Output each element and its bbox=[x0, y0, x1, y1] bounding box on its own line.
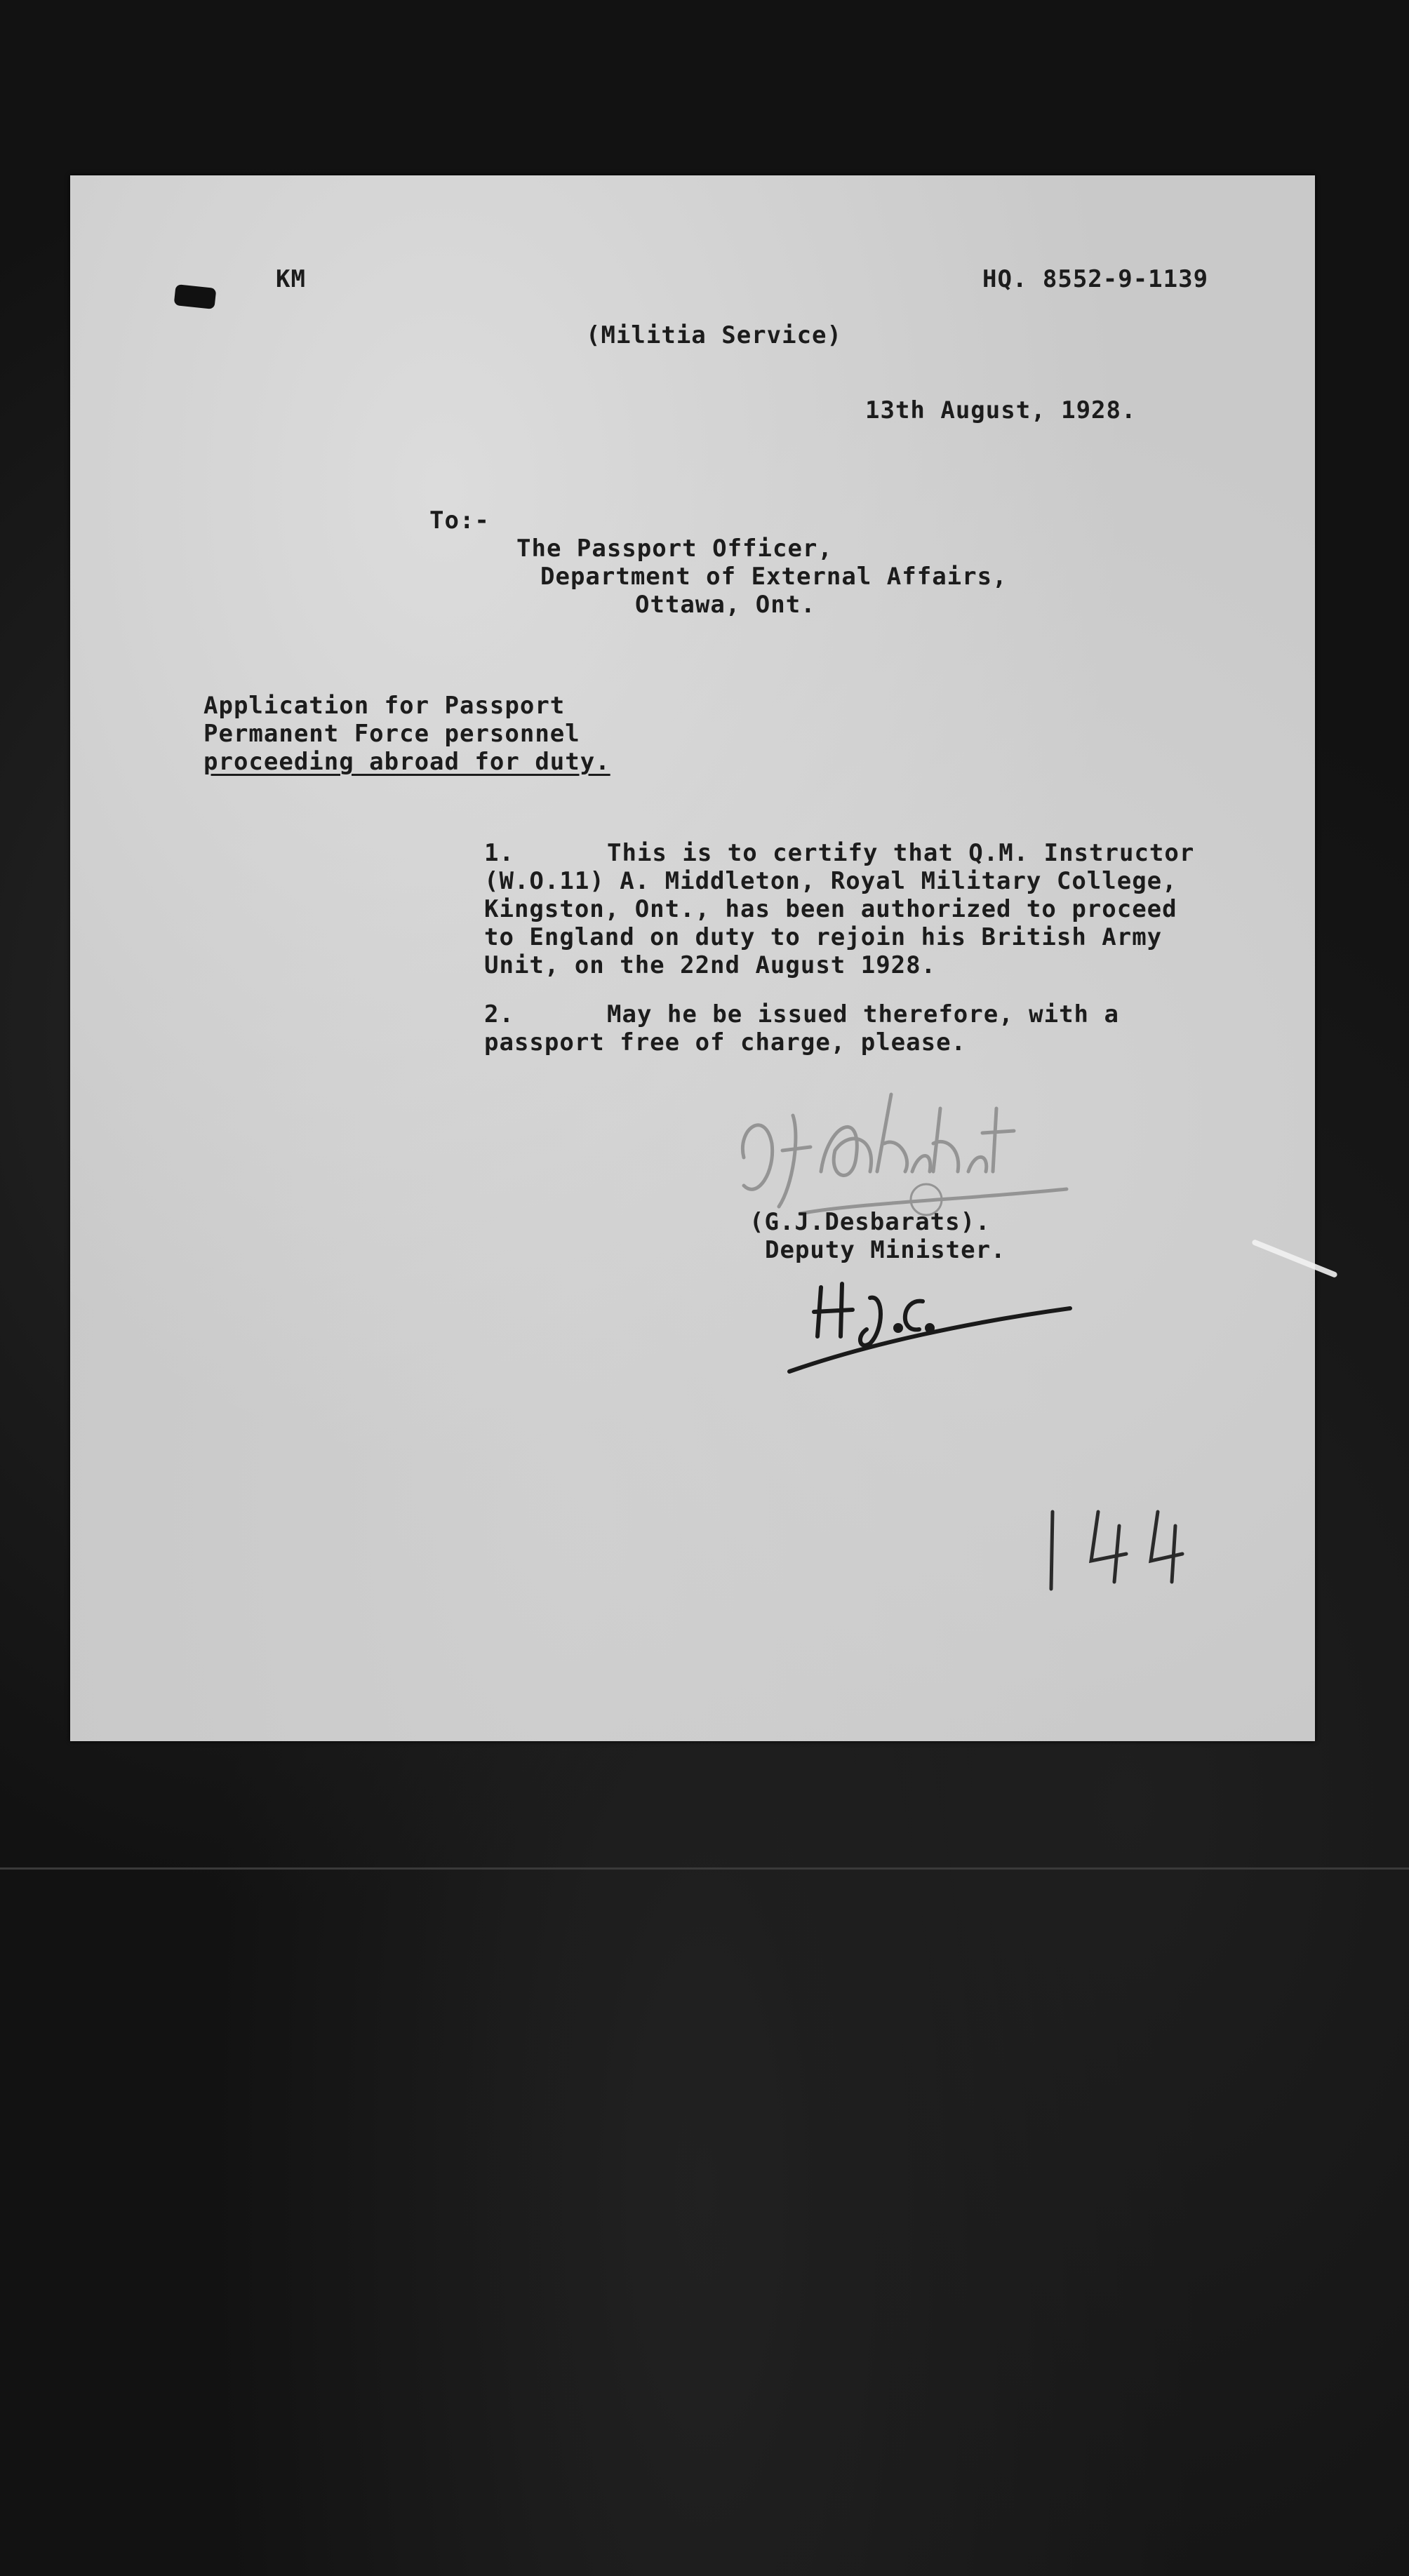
address-line: Department of External Affairs, bbox=[540, 563, 1008, 591]
handwritten-folio-number bbox=[1031, 1484, 1200, 1596]
subject-line-underlined: proceeding abroad for duty. bbox=[203, 748, 610, 776]
paragraph-line: Unit, on the 22nd August 1928. bbox=[484, 951, 937, 979]
handwritten-signature bbox=[716, 1066, 1081, 1228]
document-page bbox=[70, 175, 1315, 1741]
film-scratch-line bbox=[0, 1867, 1409, 1870]
handwritten-initials-hjc bbox=[786, 1259, 1081, 1378]
paragraph-number: 1. bbox=[484, 839, 514, 867]
signatory-title: Deputy Minister. bbox=[765, 1236, 1006, 1264]
service-heading: (Militia Service) bbox=[586, 321, 842, 349]
top-initials: KM bbox=[276, 265, 306, 293]
address-line: The Passport Officer, bbox=[516, 535, 833, 563]
paper-clip-mark bbox=[174, 284, 217, 309]
paragraph-line: This is to certify that Q.M. Instructor bbox=[607, 839, 1195, 867]
to-label: To:- bbox=[429, 507, 490, 535]
signatory-name: (G.J.Desbarats). bbox=[749, 1208, 991, 1236]
paragraph-line: to England on duty to rejoin his British Army bbox=[484, 923, 1163, 951]
letter-date: 13th August, 1928. bbox=[865, 396, 1137, 424]
paragraph-line: Kingston, Ont., has been authorized to proceed bbox=[484, 895, 1177, 923]
address-line: Ottawa, Ont. bbox=[635, 591, 816, 619]
paragraph-number: 2. bbox=[484, 1000, 514, 1028]
file-reference: HQ. 8552-9-1139 bbox=[982, 265, 1209, 293]
paragraph-line: (W.O.11) A. Middleton, Royal Military College, bbox=[484, 867, 1177, 895]
subject-line: Application for Passport bbox=[203, 692, 566, 720]
paragraph-line: May he be issued therefore, with a bbox=[607, 1000, 1119, 1028]
paragraph-line: passport free of charge, please. bbox=[484, 1028, 967, 1056]
subject-line: Permanent Force personnel bbox=[203, 720, 580, 748]
